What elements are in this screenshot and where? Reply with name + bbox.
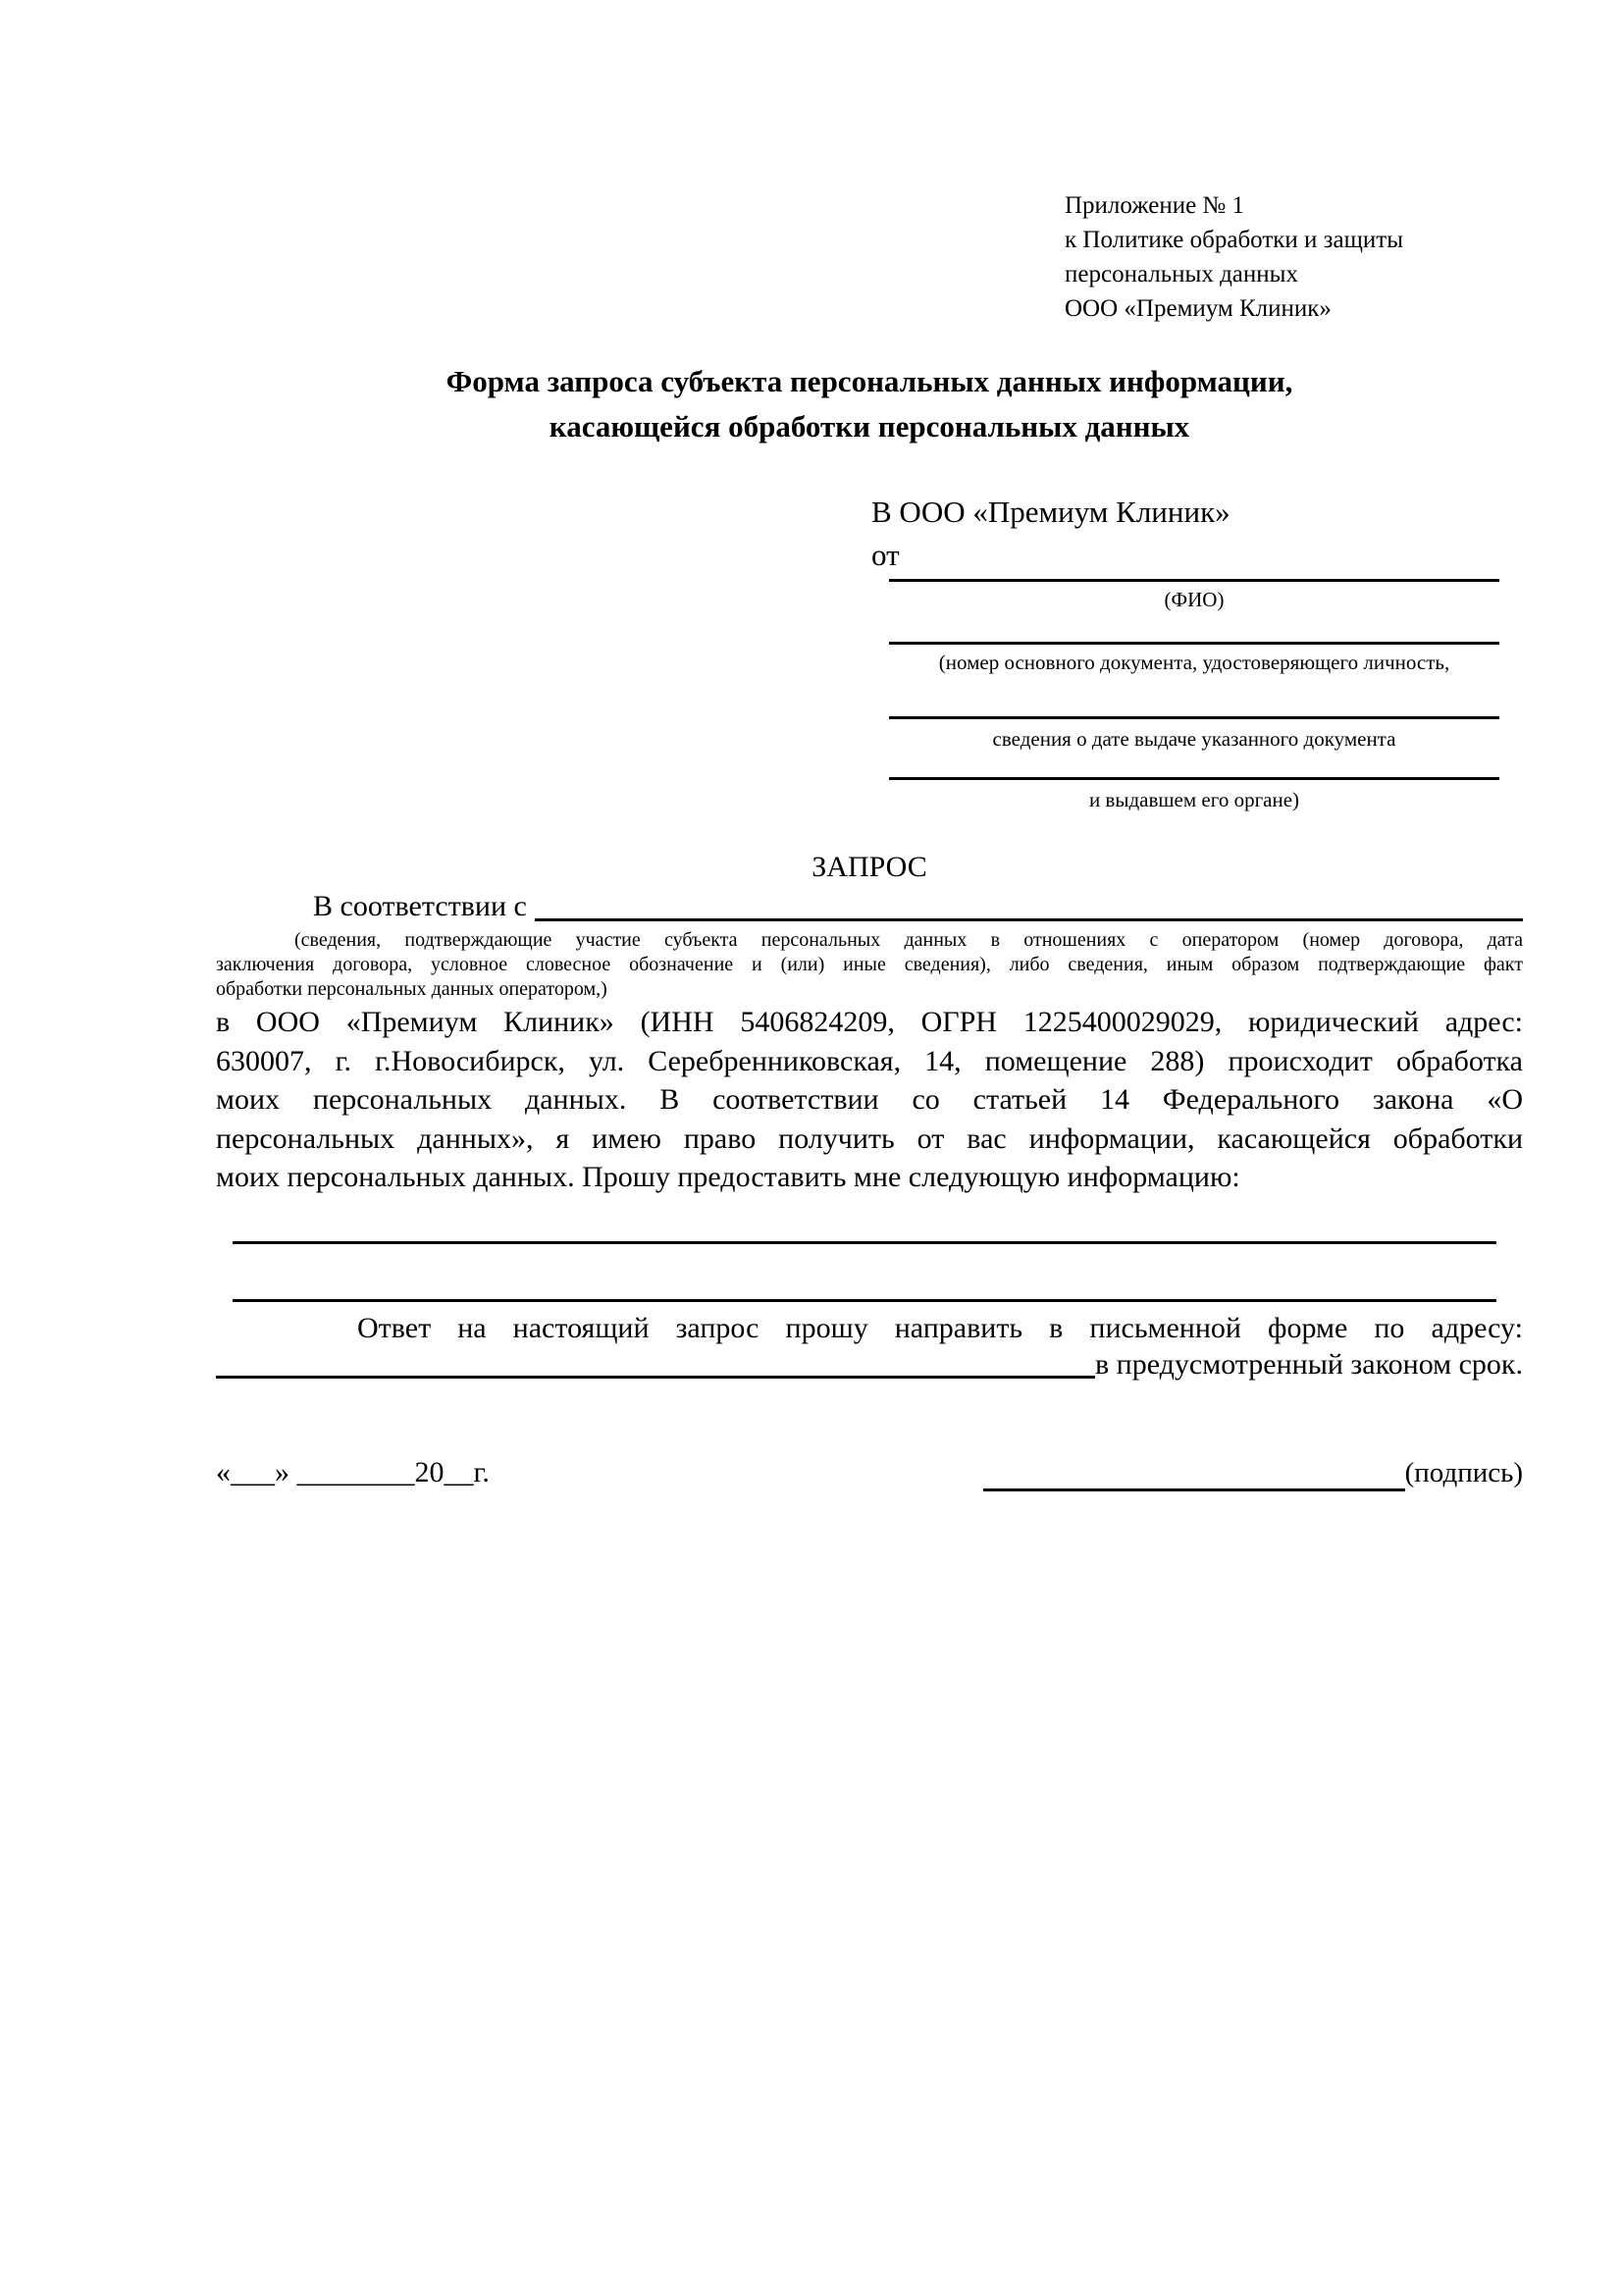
address-blank-line <box>216 1376 1095 1379</box>
reply-address-row <box>216 1348 1523 1382</box>
document-title-line: Форма запроса субъекта персональных данных информации, <box>445 364 1293 398</box>
request-heading: ЗАПРОС <box>812 851 927 883</box>
request-body-line: в ООО «Премиум Клиник» (ИНН 5406824209, ОГРН 1225400029029, юридический адрес: <box>216 1006 1523 1038</box>
footnote-line: (сведения, подтверждающие участие субъекта персональных данных в отношениях с оператором (номер договора, дата <box>294 929 1523 951</box>
annex-header-line: к Политике обработки и защиты <box>1065 227 1404 253</box>
issuer-caption: и выдавшем его органе) <box>1088 788 1300 811</box>
document-title-line: касающейся обработки персональных данных <box>549 409 1190 444</box>
annex-header-line: персональных данных <box>1065 261 1298 287</box>
signature-blank-line <box>983 1455 1405 1491</box>
intro-line <box>216 887 1523 926</box>
annex-header <box>1065 188 1403 326</box>
date-blank-text: «___» ________20__г. <box>216 1456 490 1488</box>
intro-blank-line <box>535 918 1523 921</box>
fio-caption: (ФИО) <box>1164 588 1225 611</box>
issue-date-blank-line <box>889 716 1499 719</box>
info-blank-line-1 <box>233 1241 1496 1244</box>
footnote-line: обработки персональных данных оператором,) <box>216 978 607 1000</box>
doc-number-blank-line <box>889 642 1499 645</box>
request-body-line: моих персональных данных. Прошу предоставить мне следующую информацию: <box>216 1161 1240 1193</box>
request-body-line: персональных данных», я имею право получить от вас информации, касающейся обработки <box>216 1122 1523 1155</box>
document-title <box>216 359 1523 449</box>
annex-header-line: ООО «Премиум Клиник» <box>1065 295 1332 322</box>
addressee-block <box>871 493 1499 826</box>
signature-caption: (подпись) <box>1404 1457 1523 1488</box>
addressee-to: В ООО «Премиум Клиник» <box>871 495 1230 529</box>
footnote <box>216 928 1523 1002</box>
issue-date-caption: сведения о дате выдаче указанного документа <box>992 727 1396 751</box>
reply-paragraph <box>216 1309 1523 1382</box>
request-body-line: моих персональных данных. В соответствии со статьей 14 Федерального закона «О <box>216 1083 1523 1116</box>
request-body <box>216 1003 1523 1197</box>
addressee-from-label: от <box>871 538 900 572</box>
intro-prefix: В соответствии с <box>313 890 527 922</box>
reply-line: Ответ на настоящий запрос прошу направить в письменной форме по адресу: <box>357 1312 1523 1344</box>
footnote-line: заключения договора, условное словесное обозначение и (или) иные сведения), либо сведения, иным образом подтверждающие факт <box>216 954 1523 975</box>
signature-row <box>216 1452 1523 1491</box>
issuer-blank-line <box>889 777 1499 780</box>
reply-tail: в предусмотренный законом срок. <box>1095 1347 1523 1381</box>
fio-blank-line <box>889 579 1499 582</box>
request-body-line: 630007, г. г.Новосибирск, ул. Серебренниковская, 14, помещение 288) происходит обработка <box>216 1044 1523 1077</box>
doc-number-caption: (номер основного документа, удостоверяющего личность, <box>938 651 1450 674</box>
annex-header-line: Приложение № 1 <box>1065 192 1245 219</box>
info-blank-line-2 <box>233 1299 1496 1302</box>
